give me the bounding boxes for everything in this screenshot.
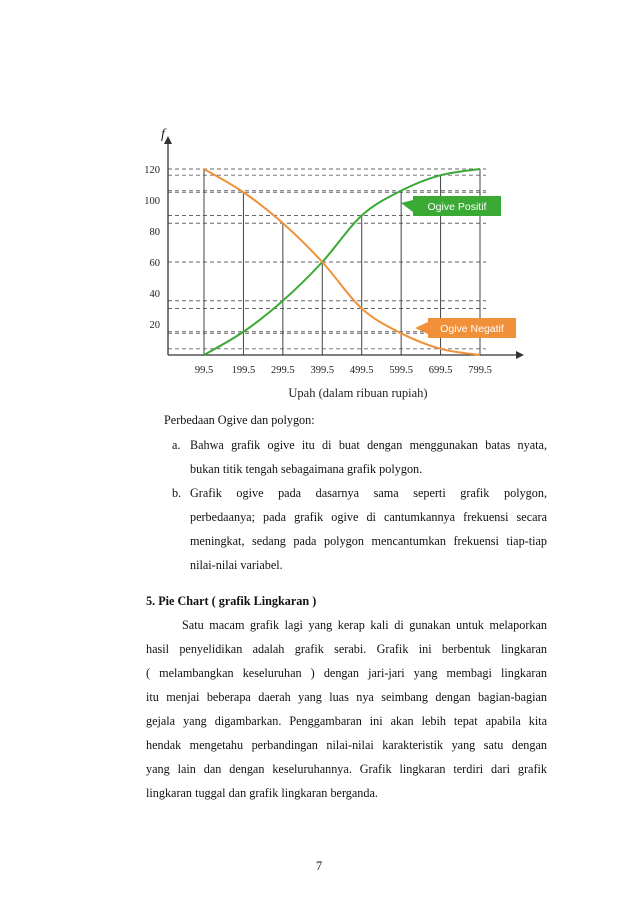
y-tick-label: 80 (149, 227, 160, 238)
paragraph-line: lingkaran tuggal dan grafik lingkaran berganda. (146, 786, 378, 800)
section-heading: 5. Pie Chart ( grafik Lingkaran ) (146, 594, 317, 608)
ogive-negatif-legend-pointer (415, 322, 428, 334)
x-tick-label: 99.5 (194, 365, 214, 376)
page-number: 7 (315, 859, 323, 873)
intro-text: Perbedaan Ogive dan polygon: (164, 413, 315, 427)
x-axis-arrow (516, 351, 524, 359)
item-b-line2: perbedaanya; pada grafik ogive di cantumkannya frekuensi secara (190, 510, 547, 524)
y-tick-label: 40 (149, 289, 160, 300)
paragraph-line: yang lain dan dengan keseluruhannya. Grafik lingkaran terdiri dari grafik (146, 762, 547, 776)
y-tick-label: 20 (149, 320, 160, 331)
x-tick-label: 499.5 (349, 365, 374, 376)
paragraph-line: Satu macam grafik lagi yang kerap kali di gunakan untuk melaporkan (182, 618, 547, 632)
item-b-line4: nilai-nilai variabel. (190, 558, 283, 572)
item-a-line2: bukan titik tengah sebagaimana grafik polygon. (190, 462, 423, 476)
item-b-line3: meningkat, sedang pada polygon mencantumkan frekuensi tiap-tiap (190, 534, 547, 548)
ogive-negatif-legend-label: Ogive Negatif (440, 323, 504, 335)
paragraph-line: itu menjai beberapa daerah yang luas nya seimbang dengan bagian-bagian (146, 690, 547, 704)
item-a-line1: Bahwa grafik ogive itu di buat dengan menggunakan batas nyata, (190, 438, 547, 452)
y-axis-arrow (164, 136, 172, 144)
x-tick-label: 699.5 (428, 365, 453, 376)
x-tick-label: 299.5 (271, 365, 295, 376)
item-b-line1: Grafik ogive pada dasarnya sama seperti grafik polygon, (190, 486, 547, 500)
paragraph-line: gejala yang digambarkan. Penggambaran ini akan lebih tepat apabila kita (146, 714, 547, 728)
x-tick-label: 399.5 (310, 365, 335, 376)
y-axis-label: f (161, 127, 165, 142)
paragraph-line: ( melambangkan keseluruhan ) dengan jari-jari yang membagi lingkaran (146, 666, 547, 680)
ogive-chart (128, 122, 530, 404)
y-tick-label: 100 (144, 196, 160, 207)
y-tick-label: 60 (149, 258, 160, 269)
ogive-positif-legend-label: Ogive Positif (427, 201, 487, 213)
item-a-marker: a. (172, 438, 181, 452)
item-b-marker: b. (172, 486, 182, 500)
x-axis-label: Upah (dalam ribuan rupiah) (288, 386, 428, 400)
paragraph-line: hendak mengetahu perbandingan nilai-nilai karakteristik yang satu dengan (146, 738, 547, 752)
x-tick-label: 199.5 (231, 365, 256, 376)
x-tick-label: 599.5 (389, 365, 413, 376)
paragraph-line: hasil penyelidikan adalah grafik serabi. Grafik ini berbentuk lingkaran (146, 642, 547, 656)
x-tick-label: 799.5 (468, 365, 492, 376)
ogive-positif-legend-pointer (401, 200, 413, 212)
y-tick-label: 120 (144, 165, 160, 176)
